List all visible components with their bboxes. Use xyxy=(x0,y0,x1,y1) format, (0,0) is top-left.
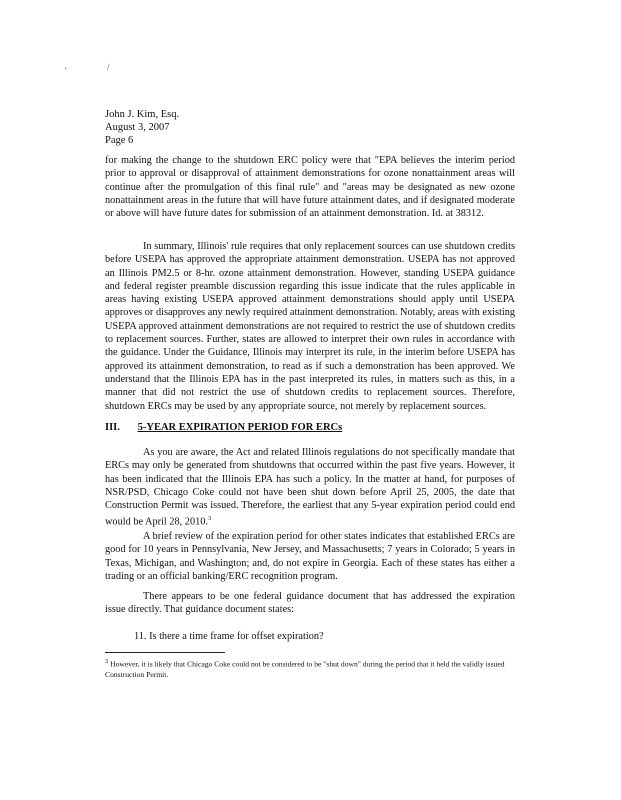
footnote-divider xyxy=(105,652,225,653)
letter-header xyxy=(105,108,179,147)
paragraph-continuation: for making the change to the shutdown ERC policy were that "EPA believes the interim period prior to approval or disapproval of attainment demonstrations for ozone nonattainment areas will continue after the promulgation of this final rule" and "areas may be designated as new ozone nonattainment areas in the future that will have future attainment dates, and if designated moderate or above will have future dates for submission of an attainment demonstration. Id. at 38312. xyxy=(105,155,515,220)
section-number: III. xyxy=(105,422,120,433)
paragraph-expiration-text: As you are aware, the Act and related Illinois regulations do not specifically mandate that ERCs may only be generated from shutdowns that occurred within the past five years. However, it has been indicated that the Illinois EPA has such a policy. In the matter at hand, for purposes of NSR/PSD, Chicago Coke could not have been shut down before April 25, 2005, the date that Construction Permit was issued. Therefore, the earliest that any 5-year expiration period could end would be April 28, 2010. xyxy=(105,447,515,528)
guidance-question: 11. Is there a time frame for offset expiration? xyxy=(134,631,324,642)
footnote xyxy=(105,657,515,681)
section-heading xyxy=(105,422,515,433)
recipient-name: John J. Kim, Esq. xyxy=(105,109,180,120)
footnote-ref: 3 xyxy=(207,515,212,523)
paragraph-summary: In summary, Illinois' rule requires that only replacement sources can use shutdown credits before USEPA has approved the appropriate attainment demonstration. USEPA has not approved an Illinois PM2.5 or 8-hr. ozone attainment demonstration. However, standing USEPA guidance and federal register preamble discussion regarding this issue indicate that the rules applicable in areas having existing USEPA approved attainment demonstrations should apply until USEPA approves or disapproves any newly required attainment demonstration. Notably, areas with existing USEPA approved attainment demonstrations are not required to restrict the use of shutdown credits to replacement sources. Further, states are allowed to interpret their own rules in accordance with the guidance. Under the Guidance, Illinois may interpret its rule, in the interim before USEPA has approved its attainment demonstration, to read as if such a demonstration has been approved. We understand that the Illinois EPA has in the past interpreted its rules, in matters such as this, in a manner that did not restrict the use of shutdown credits to replacement sources. Therefore, shutdown ERCs may be used by any appropriate source, not merely by replacement sources. xyxy=(105,241,515,412)
letter-date: August 3, 2007 xyxy=(105,122,170,133)
scan-mark: / xyxy=(107,62,110,72)
page-number: Page 6 xyxy=(105,135,134,146)
paragraph-expiration xyxy=(105,446,515,529)
scan-mark: ' xyxy=(65,66,67,76)
paragraph-states-review: A brief review of the expiration period for other states indicates that established ERCs are good for 10 years in Pennsylvania, New Jersey, and Massachusetts; 7 years in Colorado; 5 years in Texas, Michigan, and Washington; and, do not expire in Georgia. Each of these states has either a trading or an official banking/ERC recognition program. xyxy=(105,531,515,582)
section-title: 5-YEAR EXPIRATION PERIOD FOR ERCs xyxy=(137,422,343,433)
footnote-number: 3 xyxy=(105,658,109,665)
paragraph-federal-guidance: There appears to be one federal guidance document that has addressed the expiration issue directly. That guidance document states: xyxy=(105,591,515,616)
footnote-text: However, it is likely that Chicago Coke could not be considered to be "shut down" during the period that it held the validly issued Construction Permit. xyxy=(105,659,505,680)
